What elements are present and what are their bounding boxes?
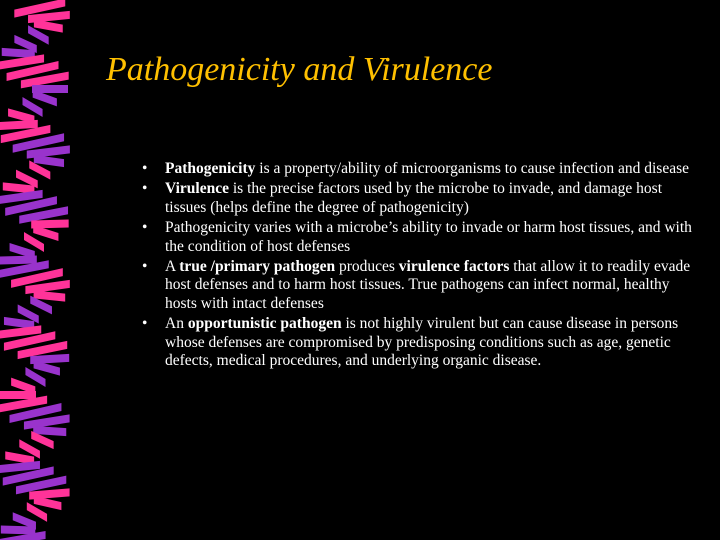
bullet-bold-term: opportunistic pathogen [187,315,342,333]
bullet-text: is a property/ability of microorganisms to cause infection and disease [255,160,690,177]
bullet-text: An [165,315,188,333]
bullet-text: is the precise factors used by the microbe to invade, and damage host tissues (helps define the degree of pathogenicity) [165,180,663,216]
bullet-text: A [165,258,180,276]
bullet-dot-icon: • [142,258,148,276]
ribbon-segment [0,255,37,264]
bullet-dot-icon: • [142,180,148,198]
bullet-text: produces [335,258,399,276]
bullet-dot-icon: • [142,315,148,333]
bullet-item [140,315,705,370]
bullet-text: is not highly virulent but can cause disease in persons whose defenses are compromised by predisposing conditions such as age, genetic defects, medical procedures, and underlying organic disease. [165,315,679,370]
bullet-bold-term: true /primary pathogen [179,258,336,276]
bullet-text: that allow it to readily evade host defenses and to harm host tissues. True pathogens can infect normal, healthy hosts with intact defenses [165,258,691,312]
bullet-bold-term: virulence factors [398,258,510,276]
wave-ribbon-decoration [0,0,90,540]
ribbon-segment [34,19,63,32]
bullet-item [140,258,705,313]
ribbon-segment [0,391,36,399]
bullet-item [140,180,705,217]
bullet-dot-icon: • [142,160,148,177]
bullet-item [140,160,705,178]
bullet-dot-icon: • [142,219,148,237]
ribbon-segment [1,525,36,534]
bullet-bold-term: Virulence [165,180,229,198]
bullet-item [140,219,705,256]
slide-title: Pathogenicity and Virulence [106,51,493,88]
ribbon-segment [0,120,38,130]
bullet-text: Pathogenicity varies with a microbe’s ability to invade or harm host tissues, and with the condition of host defenses [165,219,692,255]
bullet-list [140,160,705,372]
bullet-bold-term: Pathogenicity [165,160,256,177]
